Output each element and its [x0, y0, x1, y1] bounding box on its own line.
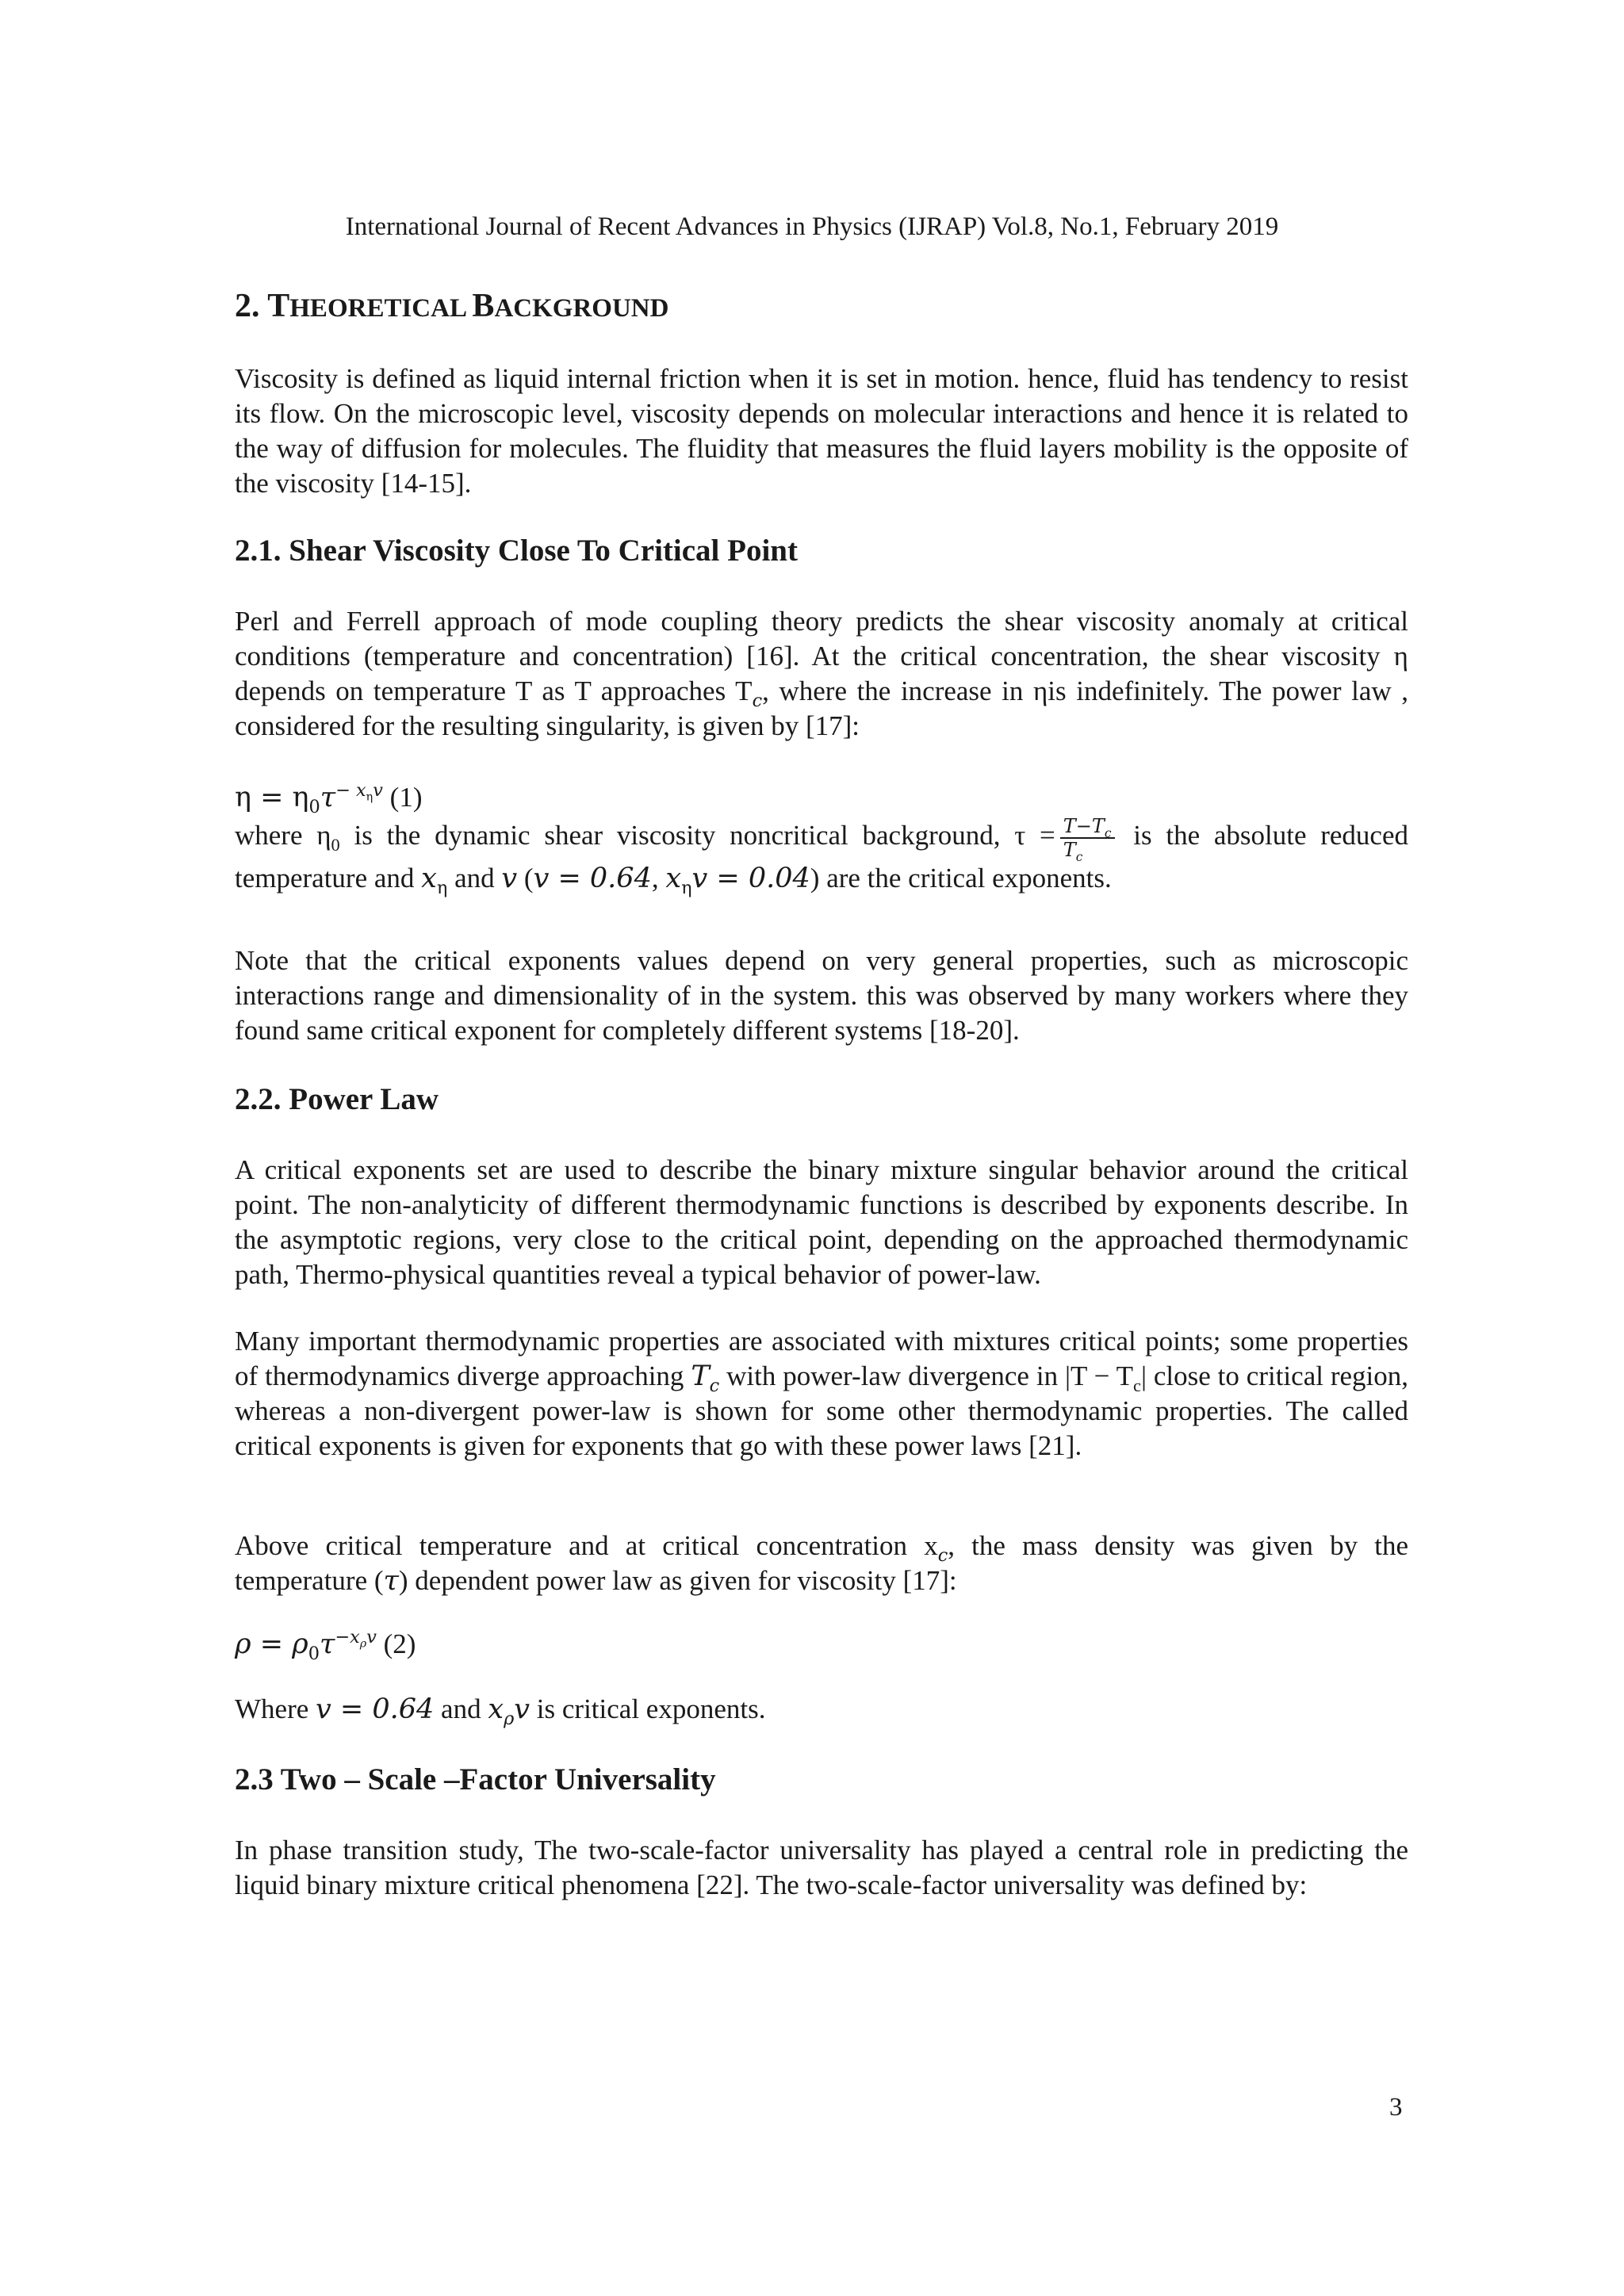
equation-1 [235, 780, 1408, 815]
equation-1-formula: $\eta = \eta_0\tau^{- x_\eta v}$ [235, 780, 383, 817]
page-number: 3 [1389, 2093, 1403, 2122]
subsection-heading: 2.1. Shear Viscosity Close To Critical Point [235, 534, 798, 568]
paragraph: where $\eta_0$ is the dynamic shear viscosity noncritical background, τ = $\frac{T-T_c}{T_c}$ is the absolute reduced temperature and $x_\eta$ and v (v = 0.64, $x_\eta v = 0.04$) are the critical exponents. [235, 815, 1408, 898]
fraction: $\frac{T-T_c}{T_c}$ [1060, 815, 1115, 861]
equation-1-label: (1) [389, 782, 423, 813]
subsection-heading: 2.2. Power Law [235, 1082, 439, 1116]
section-heading: 2. THEORETICAL BACKGROUND [235, 288, 669, 324]
subsection-heading: 2.3 Two – Scale –Factor Universality [235, 1762, 716, 1797]
equation-2 [235, 1627, 1408, 1662]
paragraph: Many important thermodynamic properties are associated with mixtures critical points; some properties of thermodynamics diverge approaching $T_c$ with power-law divergence in $|T - T_c|$ close to critical region, whereas a non-divergent power-law is shown for some other thermodynamic properties. The called critical exponents is given for exponents that go with these power laws [21]. [235, 1326, 1409, 1461]
equation-2-formula: $\rho = \rho_0\tau^{-x_\rho v}$ [235, 1627, 377, 1664]
running-header: International Journal of Recent Advances in Physics (IJRAP) Vol.8, No.1, February 2019 [345, 212, 1279, 241]
paragraph: In phase transition study, The two-scale-factor universality has played a central role in predicting the liquid binary mixture critical phenomena [22]. The two-scale-factor universality was defined by: [235, 1835, 1408, 1900]
paragraph: Note that the critical exponents values depend on very general properties, such as microscopic interactions range and dimensionality of in the system. this was observed by many workers where they found same critical exponent for completely different systems [18-20]. [235, 945, 1408, 1046]
paragraph: Where v = 0.64 and $x_\rho v$ is critical exponents. [235, 1693, 766, 1729]
paragraph: A critical exponents set are used to describe the binary mixture singular behavior around the critical point. The non-analyticity of different thermodynamic functions is described by exponents describe. In the asymptotic regions, very close to the critical point, depending on the approached thermodynamic path, Thermo-physical quantities reveal a typical behavior of power-law. [235, 1154, 1408, 1290]
paragraph: Above critical temperature and at critical concentration $x_c$, the mass density was given by the temperature (τ) dependent power law as given for viscosity [17]: [235, 1530, 1408, 1597]
equation-2-label: (2) [383, 1628, 416, 1659]
paragraph: Viscosity is defined as liquid internal friction when it is set in motion. hence, fluid has tendency to resist its flow. On the microscopic level, viscosity depends on molecular interactions and hence it is related to the way of diffusion for molecules. The fluidity that measures the fluid layers mobility is the opposite of the viscosity [14-15]. [235, 363, 1408, 499]
paragraph: Perl and Ferrell approach of mode coupling theory predicts the shear viscosity anomaly at critical conditions (temperature and concentration) [16]. At the critical concentration, the shear viscosity η depends on temperature T as T approaches $T_c$, where the increase in ηis indefinitely. The power law , considered for the resulting singularity, is given by [17]: [235, 606, 1409, 741]
